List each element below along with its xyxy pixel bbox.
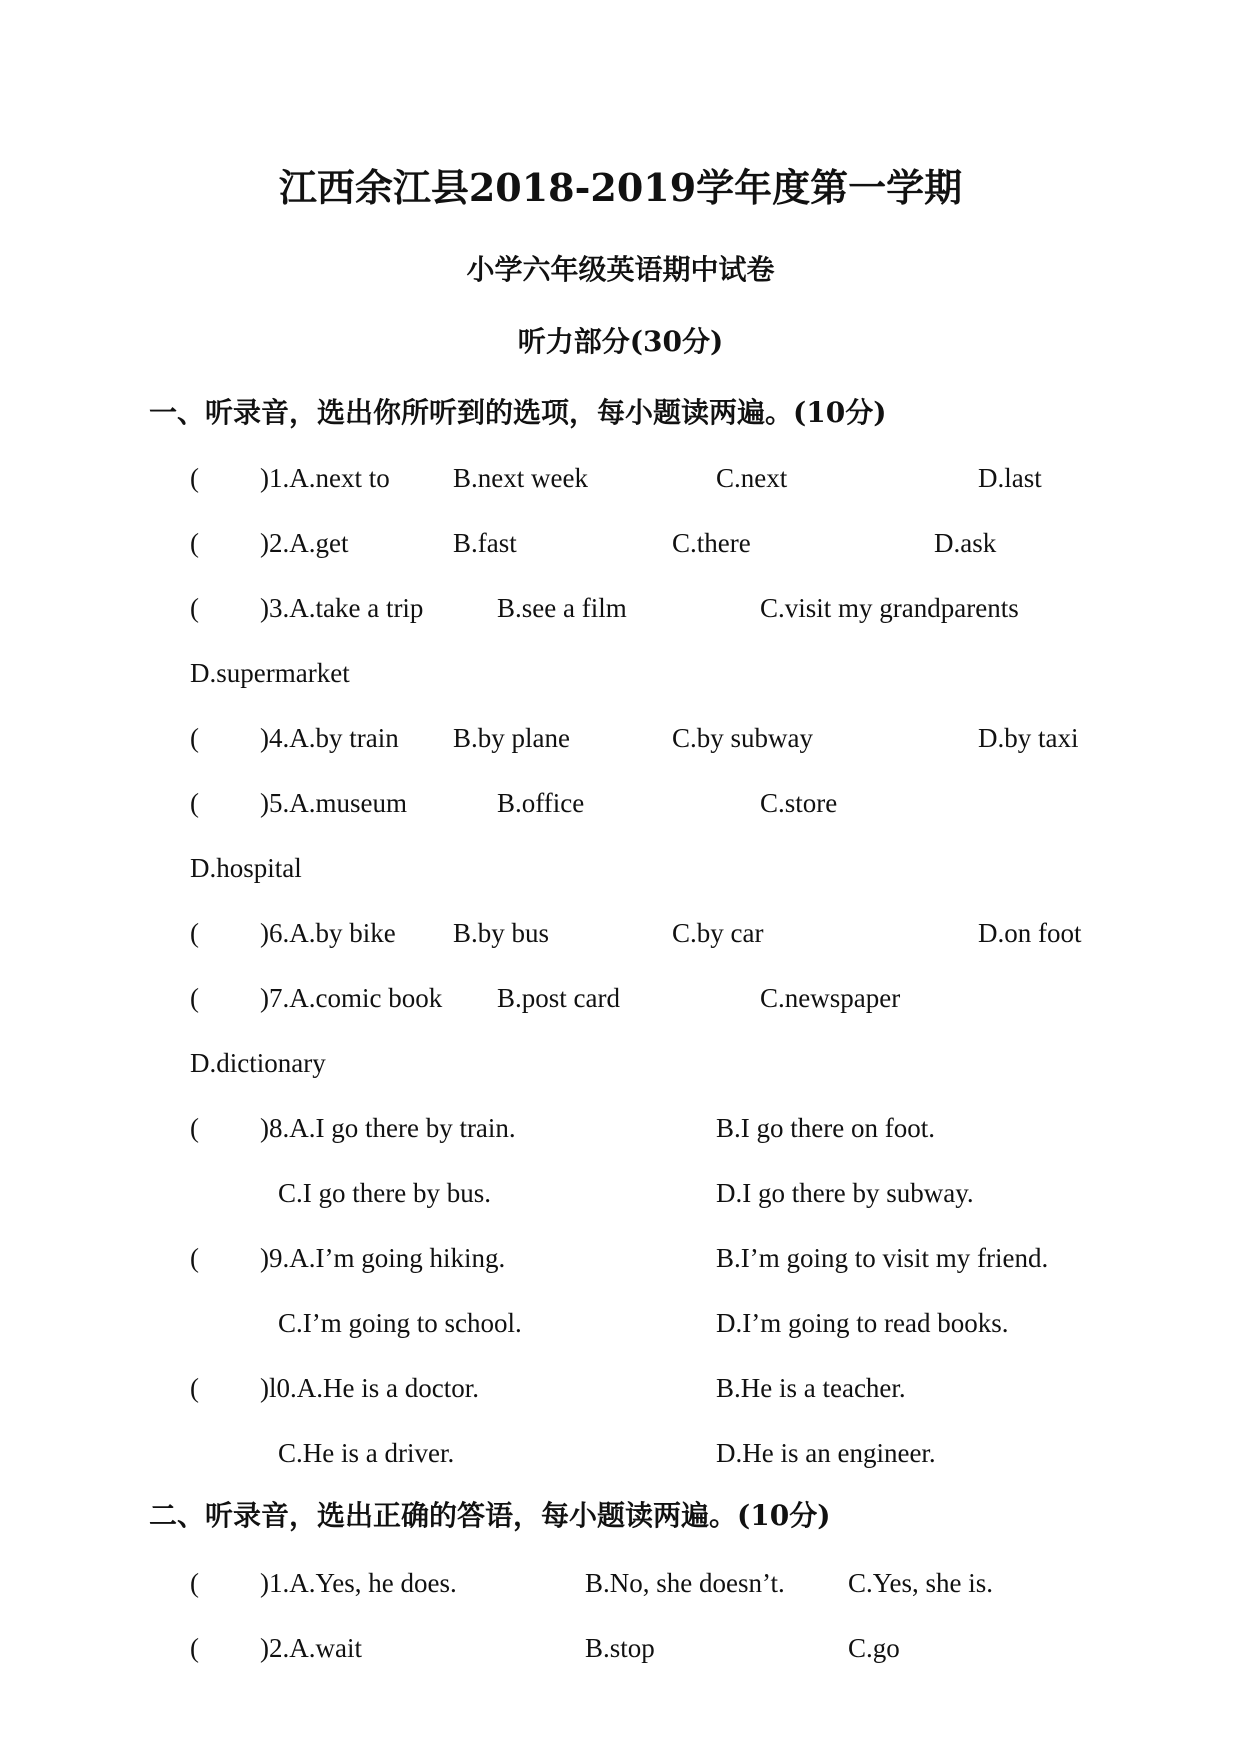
option-a: )4.A.by train — [260, 723, 399, 753]
exam-title: 江西余江县2018-2019学年度第一学期 — [278, 165, 963, 210]
answer-blank[interactable]: ( — [190, 593, 199, 623]
option-d: D.dictionary — [190, 1048, 326, 1078]
option-d: D.supermarket — [190, 658, 350, 688]
answer-blank[interactable]: ( — [190, 723, 199, 753]
option-c: C.visit my grandparents — [760, 593, 1019, 623]
question-row-continued — [0, 654, 1241, 692]
option-b: B.He is a teacher. — [716, 1373, 906, 1403]
question-row — [0, 914, 1241, 952]
option-b: B.fast — [453, 528, 517, 558]
question-row — [0, 719, 1241, 757]
answer-blank[interactable]: ( — [190, 463, 199, 493]
option-a: )9.A.I’m going hiking. — [260, 1243, 506, 1273]
option-d: D.last — [978, 463, 1042, 493]
option-d: D.ask — [934, 528, 997, 558]
question-row-continued — [0, 849, 1241, 887]
section-1-heading: 一、听录音，选出你所听到的选项，每小题读两遍。(10分) — [149, 396, 887, 429]
option-c: C.next — [716, 463, 788, 493]
option-b: B.by bus — [453, 918, 550, 948]
option-b: B.I’m going to visit my friend. — [716, 1243, 1049, 1273]
option-c: C.newspaper — [760, 983, 901, 1013]
option-d: D.I’m going to read books. — [716, 1308, 1009, 1338]
question-row — [0, 784, 1241, 822]
option-b: B.by plane — [453, 723, 570, 753]
option-c: C.go — [848, 1633, 900, 1663]
question-row — [0, 1239, 1241, 1277]
option-c: C.store — [760, 788, 838, 818]
option-c: C.Yes, she is. — [848, 1568, 994, 1598]
option-b: B.next week — [453, 463, 588, 493]
question-row-continued — [0, 1044, 1241, 1082]
option-c: C.I’m going to school. — [278, 1308, 522, 1338]
question-row — [0, 1109, 1241, 1147]
question-row — [0, 1629, 1241, 1667]
option-d: D.hospital — [190, 853, 302, 883]
option-c: C.by car — [672, 918, 764, 948]
answer-blank[interactable]: ( — [190, 1373, 199, 1403]
option-b: B.I go there on foot. — [716, 1113, 935, 1143]
option-a: )3.A.take a trip — [260, 593, 424, 623]
option-c: C.I go there by bus. — [278, 1178, 491, 1208]
answer-blank[interactable]: ( — [190, 1243, 199, 1273]
option-a: )2.A.get — [260, 528, 349, 558]
option-b: B.see a film — [497, 593, 627, 623]
question-row — [0, 589, 1241, 627]
option-a: )7.A.comic book — [260, 983, 443, 1013]
option-d: D.on foot — [978, 918, 1082, 948]
question-row — [0, 1369, 1241, 1407]
question-row — [0, 524, 1241, 562]
answer-blank[interactable]: ( — [190, 528, 199, 558]
option-a: )8.A.I go there by train. — [260, 1113, 516, 1143]
option-d: D.He is an engineer. — [716, 1438, 936, 1468]
option-a: )6.A.by bike — [260, 918, 396, 948]
question-row — [0, 459, 1241, 497]
option-b: B.stop — [585, 1633, 655, 1663]
answer-blank[interactable]: ( — [190, 1568, 199, 1598]
answer-blank[interactable]: ( — [190, 918, 199, 948]
option-d: D.I go there by subway. — [716, 1178, 974, 1208]
option-b: B.office — [497, 788, 585, 818]
option-a: )2.A.wait — [260, 1633, 362, 1663]
part-heading: 听力部分(30分) — [517, 325, 724, 358]
option-a: )5.A.museum — [260, 788, 407, 818]
question-row-continued — [0, 1434, 1241, 1472]
answer-blank[interactable]: ( — [190, 983, 199, 1013]
option-b: B.No, she doesn’t. — [585, 1568, 785, 1598]
section-2-heading: 二、听录音，选出正确的答语，每小题读两遍。(10分) — [149, 1499, 831, 1532]
option-b: B.post card — [497, 983, 620, 1013]
question-row — [0, 979, 1241, 1017]
question-row-continued — [0, 1174, 1241, 1212]
option-c: C.there — [672, 528, 751, 558]
exam-subtitle: 小学六年级英语期中试卷 — [466, 253, 775, 286]
option-a: )l0.A.He is a doctor. — [260, 1373, 479, 1403]
option-a: )1.A.next to — [260, 463, 390, 493]
question-row-continued — [0, 1304, 1241, 1342]
answer-blank[interactable]: ( — [190, 788, 199, 818]
option-c: C.by subway — [672, 723, 813, 753]
option-d: D.by taxi — [978, 723, 1079, 753]
answer-blank[interactable]: ( — [190, 1113, 199, 1143]
answer-blank[interactable]: ( — [190, 1633, 199, 1663]
option-c: C.He is a driver. — [278, 1438, 455, 1468]
question-row — [0, 1564, 1241, 1602]
option-a: )1.A.Yes, he does. — [260, 1568, 457, 1598]
